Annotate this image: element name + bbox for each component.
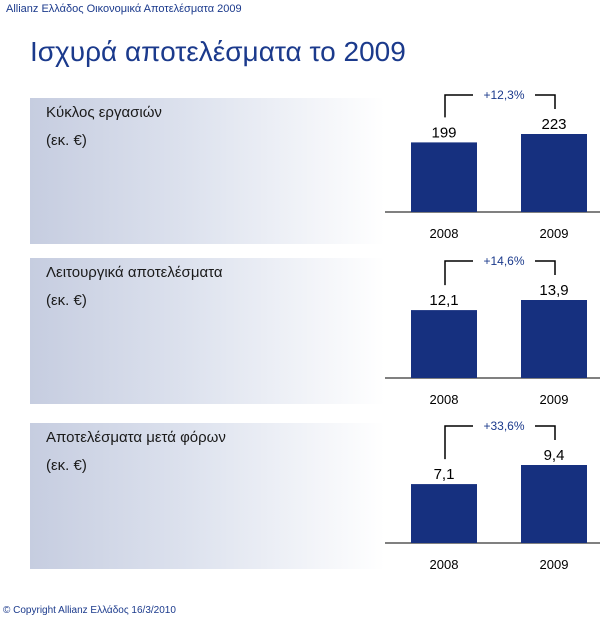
value-label-2008: 199: [431, 124, 457, 142]
bar-2009: [521, 300, 587, 378]
growth-bracket-left: [445, 95, 473, 117]
header-text: Allianz Ελλάδος Οικονομικά Αποτελέσματα 2009: [6, 3, 242, 15]
bar-2008: [411, 310, 477, 378]
bar-2008: [411, 142, 477, 212]
category-label-2008: 2008: [429, 226, 459, 241]
value-label-2008: 7,1: [433, 466, 455, 484]
panel-net-income: [30, 423, 385, 569]
chart-svg: [385, 248, 600, 408]
panel-operating: [30, 258, 385, 404]
category-label-2009: 2009: [539, 226, 569, 241]
footer-copyright: © Copyright Allianz Ελλάδος 16/3/2010: [3, 605, 176, 616]
growth-annotation: +14,6%: [483, 254, 525, 268]
growth-annotation: +12,3%: [483, 88, 525, 102]
panel-label: Κύκλος εργασιών: [46, 104, 162, 121]
panel-revenue: [30, 98, 385, 244]
growth-bracket-right: [535, 261, 555, 275]
growth-bracket-left: [445, 261, 473, 285]
chart-svg: [385, 82, 600, 242]
category-label-2008: 2008: [429, 557, 459, 572]
bar-2009: [521, 134, 587, 212]
bar-2009: [521, 465, 587, 543]
panel-unit: (εκ. €): [46, 457, 87, 474]
chart-svg: [385, 413, 600, 573]
chart-operating: [385, 248, 600, 408]
growth-annotation: +33,6%: [483, 419, 525, 433]
growth-bracket-right: [535, 426, 555, 440]
chart-net-income: [385, 413, 600, 573]
bar-2008: [411, 484, 477, 543]
value-label-2009: 223: [541, 116, 567, 133]
panel-unit: (εκ. €): [46, 292, 87, 309]
panel-label: Αποτελέσματα μετά φόρων: [46, 429, 226, 446]
chart-revenue: [385, 82, 600, 242]
value-label-2009: 13,9: [539, 282, 569, 299]
panel-unit: (εκ. €): [46, 132, 87, 149]
category-label-2008: 2008: [429, 392, 459, 407]
category-label-2009: 2009: [539, 392, 569, 407]
category-label-2009: 2009: [539, 557, 569, 572]
page-title: Ισχυρά αποτελέσματα το 2009: [30, 36, 406, 67]
growth-bracket-left: [445, 426, 473, 459]
growth-bracket-right: [535, 95, 555, 109]
panel-label: Λειτουργικά αποτελέσματα: [46, 264, 223, 281]
value-label-2009: 9,4: [543, 447, 565, 464]
value-label-2008: 12,1: [429, 292, 459, 310]
